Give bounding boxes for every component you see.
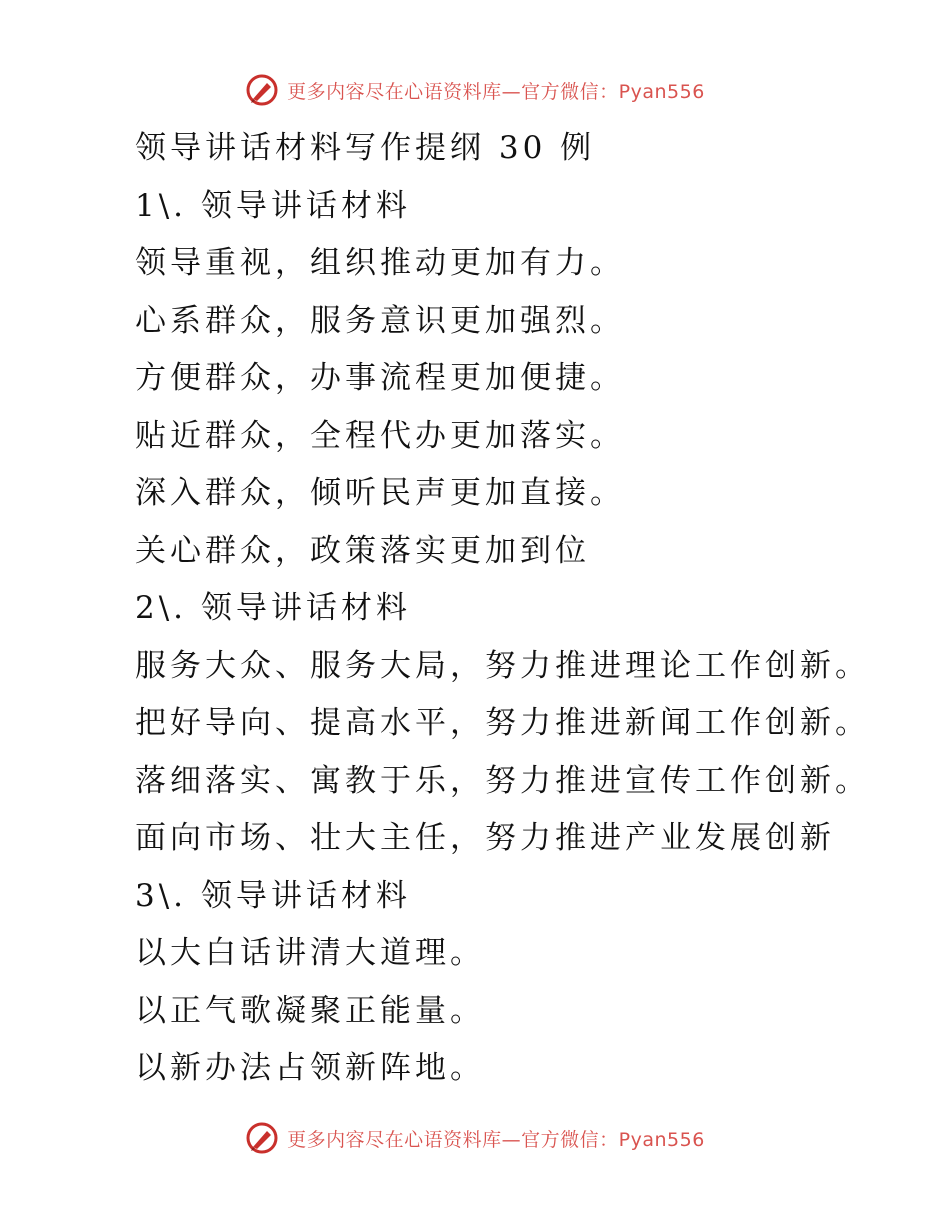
text-line: 领导重视，组织推动更加有力。 xyxy=(135,245,625,281)
section-heading-3: 3\. 领导讲话材料 xyxy=(135,877,411,914)
pen-logo-icon xyxy=(245,1121,279,1155)
text-line: 关心群众，政策落实更加到位 xyxy=(135,532,590,569)
text-line: 面向市场、壮大主任，努力推进产业发展创新 xyxy=(135,820,835,856)
text-line: 把好导向、提高水平，努力推进新闻工作创新。 xyxy=(135,705,870,741)
document-body xyxy=(135,120,925,1098)
watermark-text: 更多内容尽在心语资料库—官方微信：Pyan556 xyxy=(287,80,705,103)
text-line: 以新办法占领新阵地。 xyxy=(135,1050,485,1086)
text-line: 以正气歌凝聚正能量。 xyxy=(135,992,485,1029)
text-line: 贴近群众，全程代办更加落实。 xyxy=(135,417,625,454)
section-heading-2: 2\. 领导讲话材料 xyxy=(135,590,411,626)
pen-logo-icon xyxy=(245,73,279,107)
header-watermark-banner xyxy=(0,70,950,110)
text-line: 心系群众，服务意识更加强烈。 xyxy=(135,302,625,339)
footer-watermark-banner xyxy=(0,1118,950,1158)
text-line: 方便群众，办事流程更加便捷。 xyxy=(135,360,625,396)
section-heading-1: 1\. 领导讲话材料 xyxy=(135,187,411,224)
text-line: 深入群众，倾听民声更加直接。 xyxy=(135,475,625,511)
text-line: 服务大众、服务大局，努力推进理论工作创新。 xyxy=(135,647,870,684)
text-line: 以大白话讲清大道理。 xyxy=(135,935,485,971)
document-title: 领导讲话材料写作提纲 30 例 xyxy=(135,130,596,166)
text-line: 落细落实、寓教于乐，努力推进宣传工作创新。 xyxy=(135,762,870,799)
watermark-text: 更多内容尽在心语资料库—官方微信：Pyan556 xyxy=(287,1128,705,1151)
